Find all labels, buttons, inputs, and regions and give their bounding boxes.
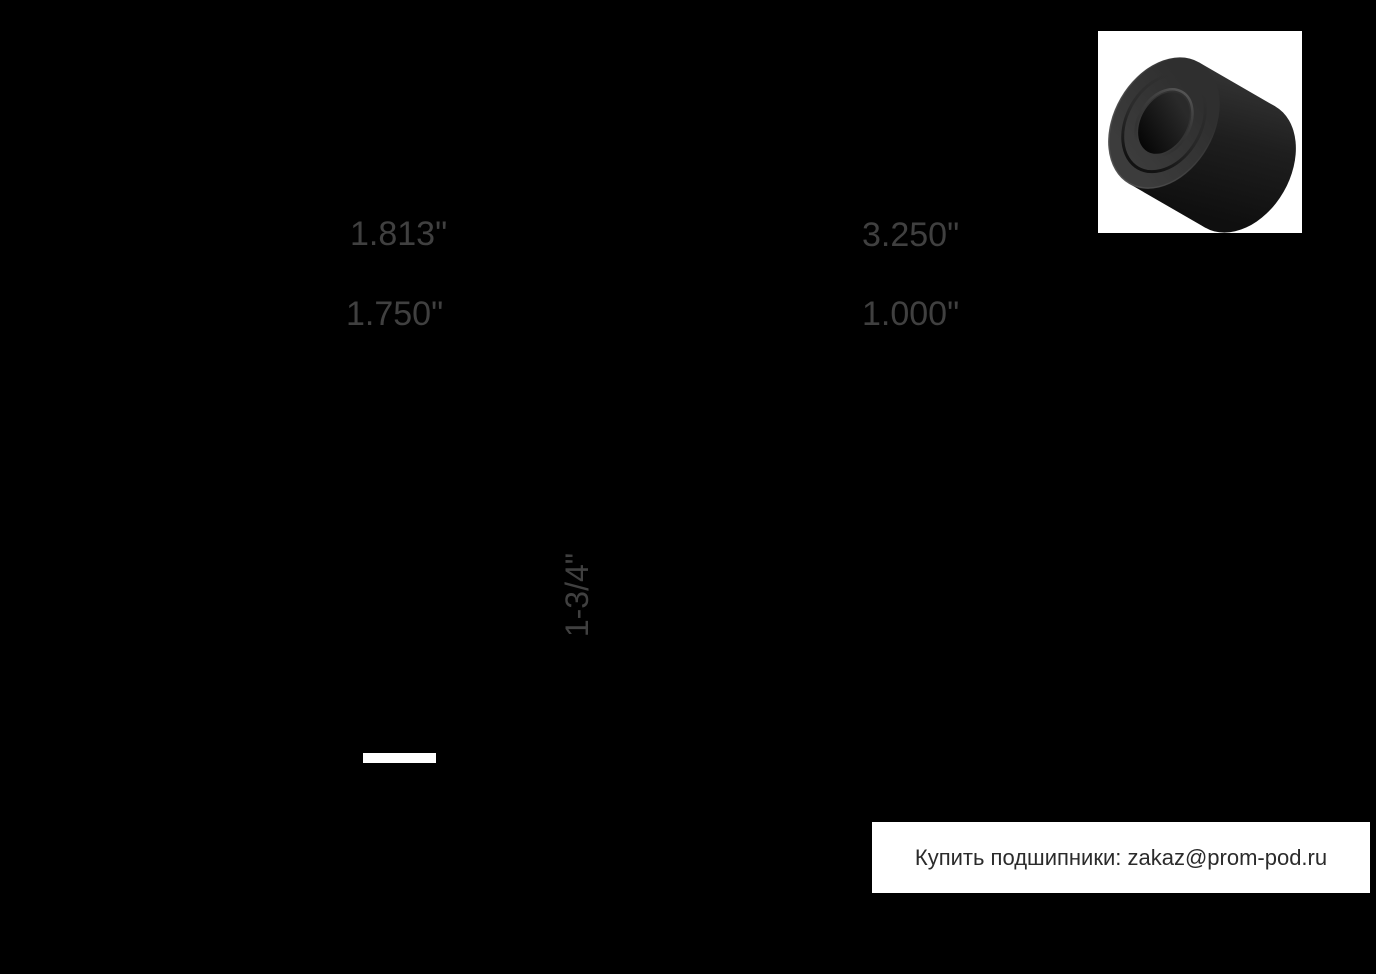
- dimension-label-outer-diameter: 3.250": [862, 216, 960, 254]
- dimension-label-height-rotated: 1-3/4": [559, 552, 595, 638]
- purchase-banner: [872, 822, 1370, 893]
- purchase-banner-text: Купить подшипники: zakaz@prom-pod.ru: [914, 844, 1328, 870]
- dimension-label-bore-diameter: 1.000": [862, 295, 960, 333]
- product-photo-panel: [1098, 31, 1302, 233]
- dimension-label-outer-width: 1.813": [350, 215, 448, 253]
- bushing-3d-render-icon: [1098, 31, 1302, 233]
- dimension-label-inner-width: 1.750": [346, 295, 444, 333]
- dimension-tick-bar: [363, 753, 436, 763]
